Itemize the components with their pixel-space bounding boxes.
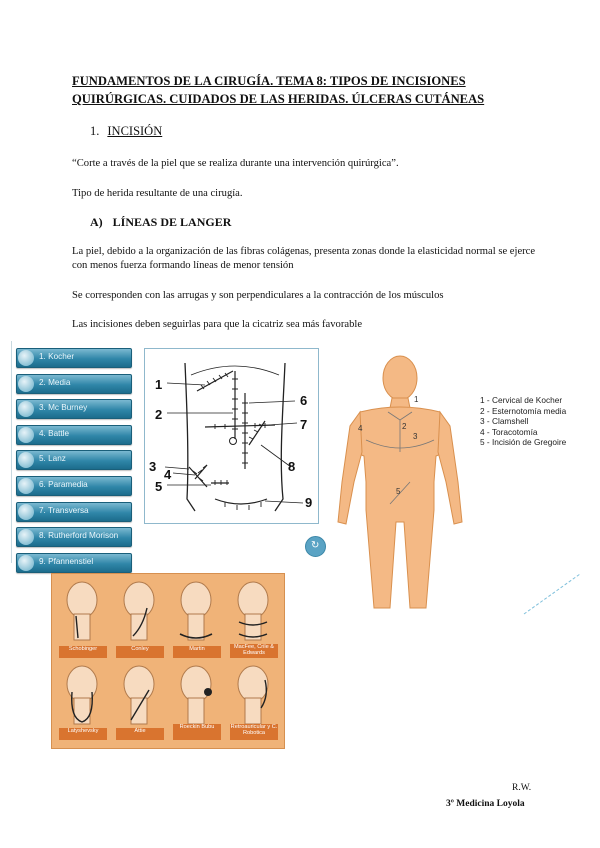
refresh-button[interactable] bbox=[305, 536, 326, 557]
abdomen-label-1: 1 bbox=[155, 377, 163, 392]
bullet-icon bbox=[18, 452, 34, 468]
navel-icon bbox=[230, 438, 237, 445]
body-label-1: 1 bbox=[414, 395, 419, 404]
neck-incisions-figure bbox=[51, 573, 285, 749]
incision-mcburney bbox=[195, 465, 207, 479]
incision-list bbox=[16, 348, 132, 578]
author-course: 3º Medicina Loyola bbox=[446, 799, 525, 809]
abdomen-drawing bbox=[145, 349, 318, 523]
bullet-icon bbox=[18, 401, 34, 417]
bullet-icon bbox=[18, 376, 34, 392]
neck-cell-retroauricular: Retroauricular y C. Robotica bbox=[227, 662, 279, 742]
incision-button-battle[interactable]: 4. Battle bbox=[16, 425, 132, 445]
incision-pfannenstiel bbox=[215, 499, 267, 504]
legend-item: 3 - Clamshell bbox=[480, 416, 529, 427]
subsection-letter: A) bbox=[90, 215, 103, 229]
neck-cell-macfee: MacFee, Crile & Edwards bbox=[227, 578, 279, 658]
incision-rutherford bbox=[249, 421, 265, 445]
bullet-icon bbox=[18, 478, 34, 494]
bullet-icon bbox=[18, 504, 34, 520]
decorative-dash-line bbox=[522, 572, 582, 616]
legend-item: 2 - Esternotomía media bbox=[480, 405, 567, 416]
incision-button-mcburney[interactable]: 3. Mc Burney bbox=[16, 399, 132, 419]
legend-item: 1 - Cervical de Kocher bbox=[480, 395, 563, 405]
abdomen-label-8: 8 bbox=[288, 459, 296, 474]
bullet-icon bbox=[18, 350, 34, 366]
abdominal-incisions-figure bbox=[144, 348, 319, 524]
incision-battle bbox=[189, 467, 207, 487]
abdomen-label-3: 3 bbox=[149, 459, 157, 474]
refresh-icon: ↻ bbox=[311, 540, 320, 551]
incision-button-rutherford-morison[interactable]: 8. Rutherford Morison bbox=[16, 527, 132, 547]
incision-button-media[interactable]: 2. Media bbox=[16, 374, 132, 394]
legend-item: 5 - Incisión de Gregoire bbox=[480, 437, 567, 448]
right-arm bbox=[438, 412, 462, 524]
neck-cell-schobinger: Schobinger bbox=[56, 578, 108, 658]
torso-left-outline bbox=[185, 363, 195, 511]
section-title: INCISIÓN bbox=[107, 124, 163, 138]
head bbox=[383, 356, 417, 400]
body-label-4: 4 bbox=[358, 424, 363, 433]
section-number: 1. bbox=[90, 124, 100, 138]
neck-cell-attie: Attie bbox=[113, 662, 165, 742]
abdomen-label-4: 4 bbox=[164, 467, 172, 482]
paragraph-langer-1: La piel, debido a la organización de las fibras colágenas, presenta zonas donde la elasticidad normal se ejerce con menos fuerza formando líneas de menor tensión bbox=[72, 246, 536, 271]
abdomen-label-5: 5 bbox=[155, 479, 163, 494]
incision-button-kocher[interactable]: 1. Kocher bbox=[16, 348, 132, 368]
body-label-5: 5 bbox=[396, 487, 401, 496]
incision-button-paramedia[interactable]: 6. Paramedia bbox=[16, 476, 132, 496]
legend-item: 4 - Toracotomía bbox=[480, 426, 538, 437]
author-initials: R.W. bbox=[512, 783, 532, 793]
neck-cell-martin: Martin bbox=[170, 578, 222, 658]
body-label-2: 2 bbox=[402, 422, 407, 431]
torso-right-outline bbox=[275, 363, 285, 511]
abdomen-label-6: 6 bbox=[300, 393, 308, 408]
subsection-title: LÍNEAS DE LANGER bbox=[112, 215, 232, 229]
definition-text: “Corte a través de la piel que se realiza durante una intervención quirúrgica”. bbox=[72, 158, 399, 169]
incision-button-transversa[interactable]: 7. Transversa bbox=[16, 502, 132, 522]
document-title: FUNDAMENTOS DE LA CIRUGÍA. TEMA 8: TIPOS DE INCISIONES QUIRÚRGICAS. CUIDADOS DE LAS HERIDAS. ÚLCERAS CUTÁNEAS bbox=[72, 74, 485, 106]
body-incisions-figure bbox=[330, 352, 470, 614]
abdomen-label-9: 9 bbox=[305, 495, 313, 510]
incision-transversa bbox=[205, 425, 275, 427]
neck-cell-roeckin: Roeckin Bubu bbox=[170, 662, 222, 742]
neck-cell-latyshevsky: Latyshevsky bbox=[56, 662, 108, 742]
bullet-icon bbox=[18, 555, 34, 571]
abdomen-label-2: 2 bbox=[155, 407, 163, 422]
paragraph-langer-3: Las incisiones deben seguirlas para que la cicatriz sea más favorable bbox=[72, 319, 363, 330]
body-label-3: 3 bbox=[413, 432, 418, 441]
bullet-icon bbox=[18, 529, 34, 545]
list-divider bbox=[11, 341, 12, 563]
bullet-icon bbox=[18, 427, 34, 443]
neck-cell-conley: Conley bbox=[113, 578, 165, 658]
body-legend bbox=[480, 395, 566, 448]
abdomen-label-7: 7 bbox=[300, 417, 308, 432]
wound-type-text: Tipo de herida resultante de una cirugía. bbox=[72, 188, 243, 199]
incision-button-lanz[interactable]: 5. Lanz bbox=[16, 450, 132, 470]
incision-button-pfannenstiel[interactable]: 9. Pfannenstiel bbox=[16, 553, 132, 573]
section-heading-incision bbox=[90, 124, 162, 139]
subsection-heading-langer bbox=[90, 215, 231, 230]
paragraph-langer-2: Se corresponden con las arrugas y son perpendiculares a la contracción de los músculos bbox=[72, 290, 444, 301]
